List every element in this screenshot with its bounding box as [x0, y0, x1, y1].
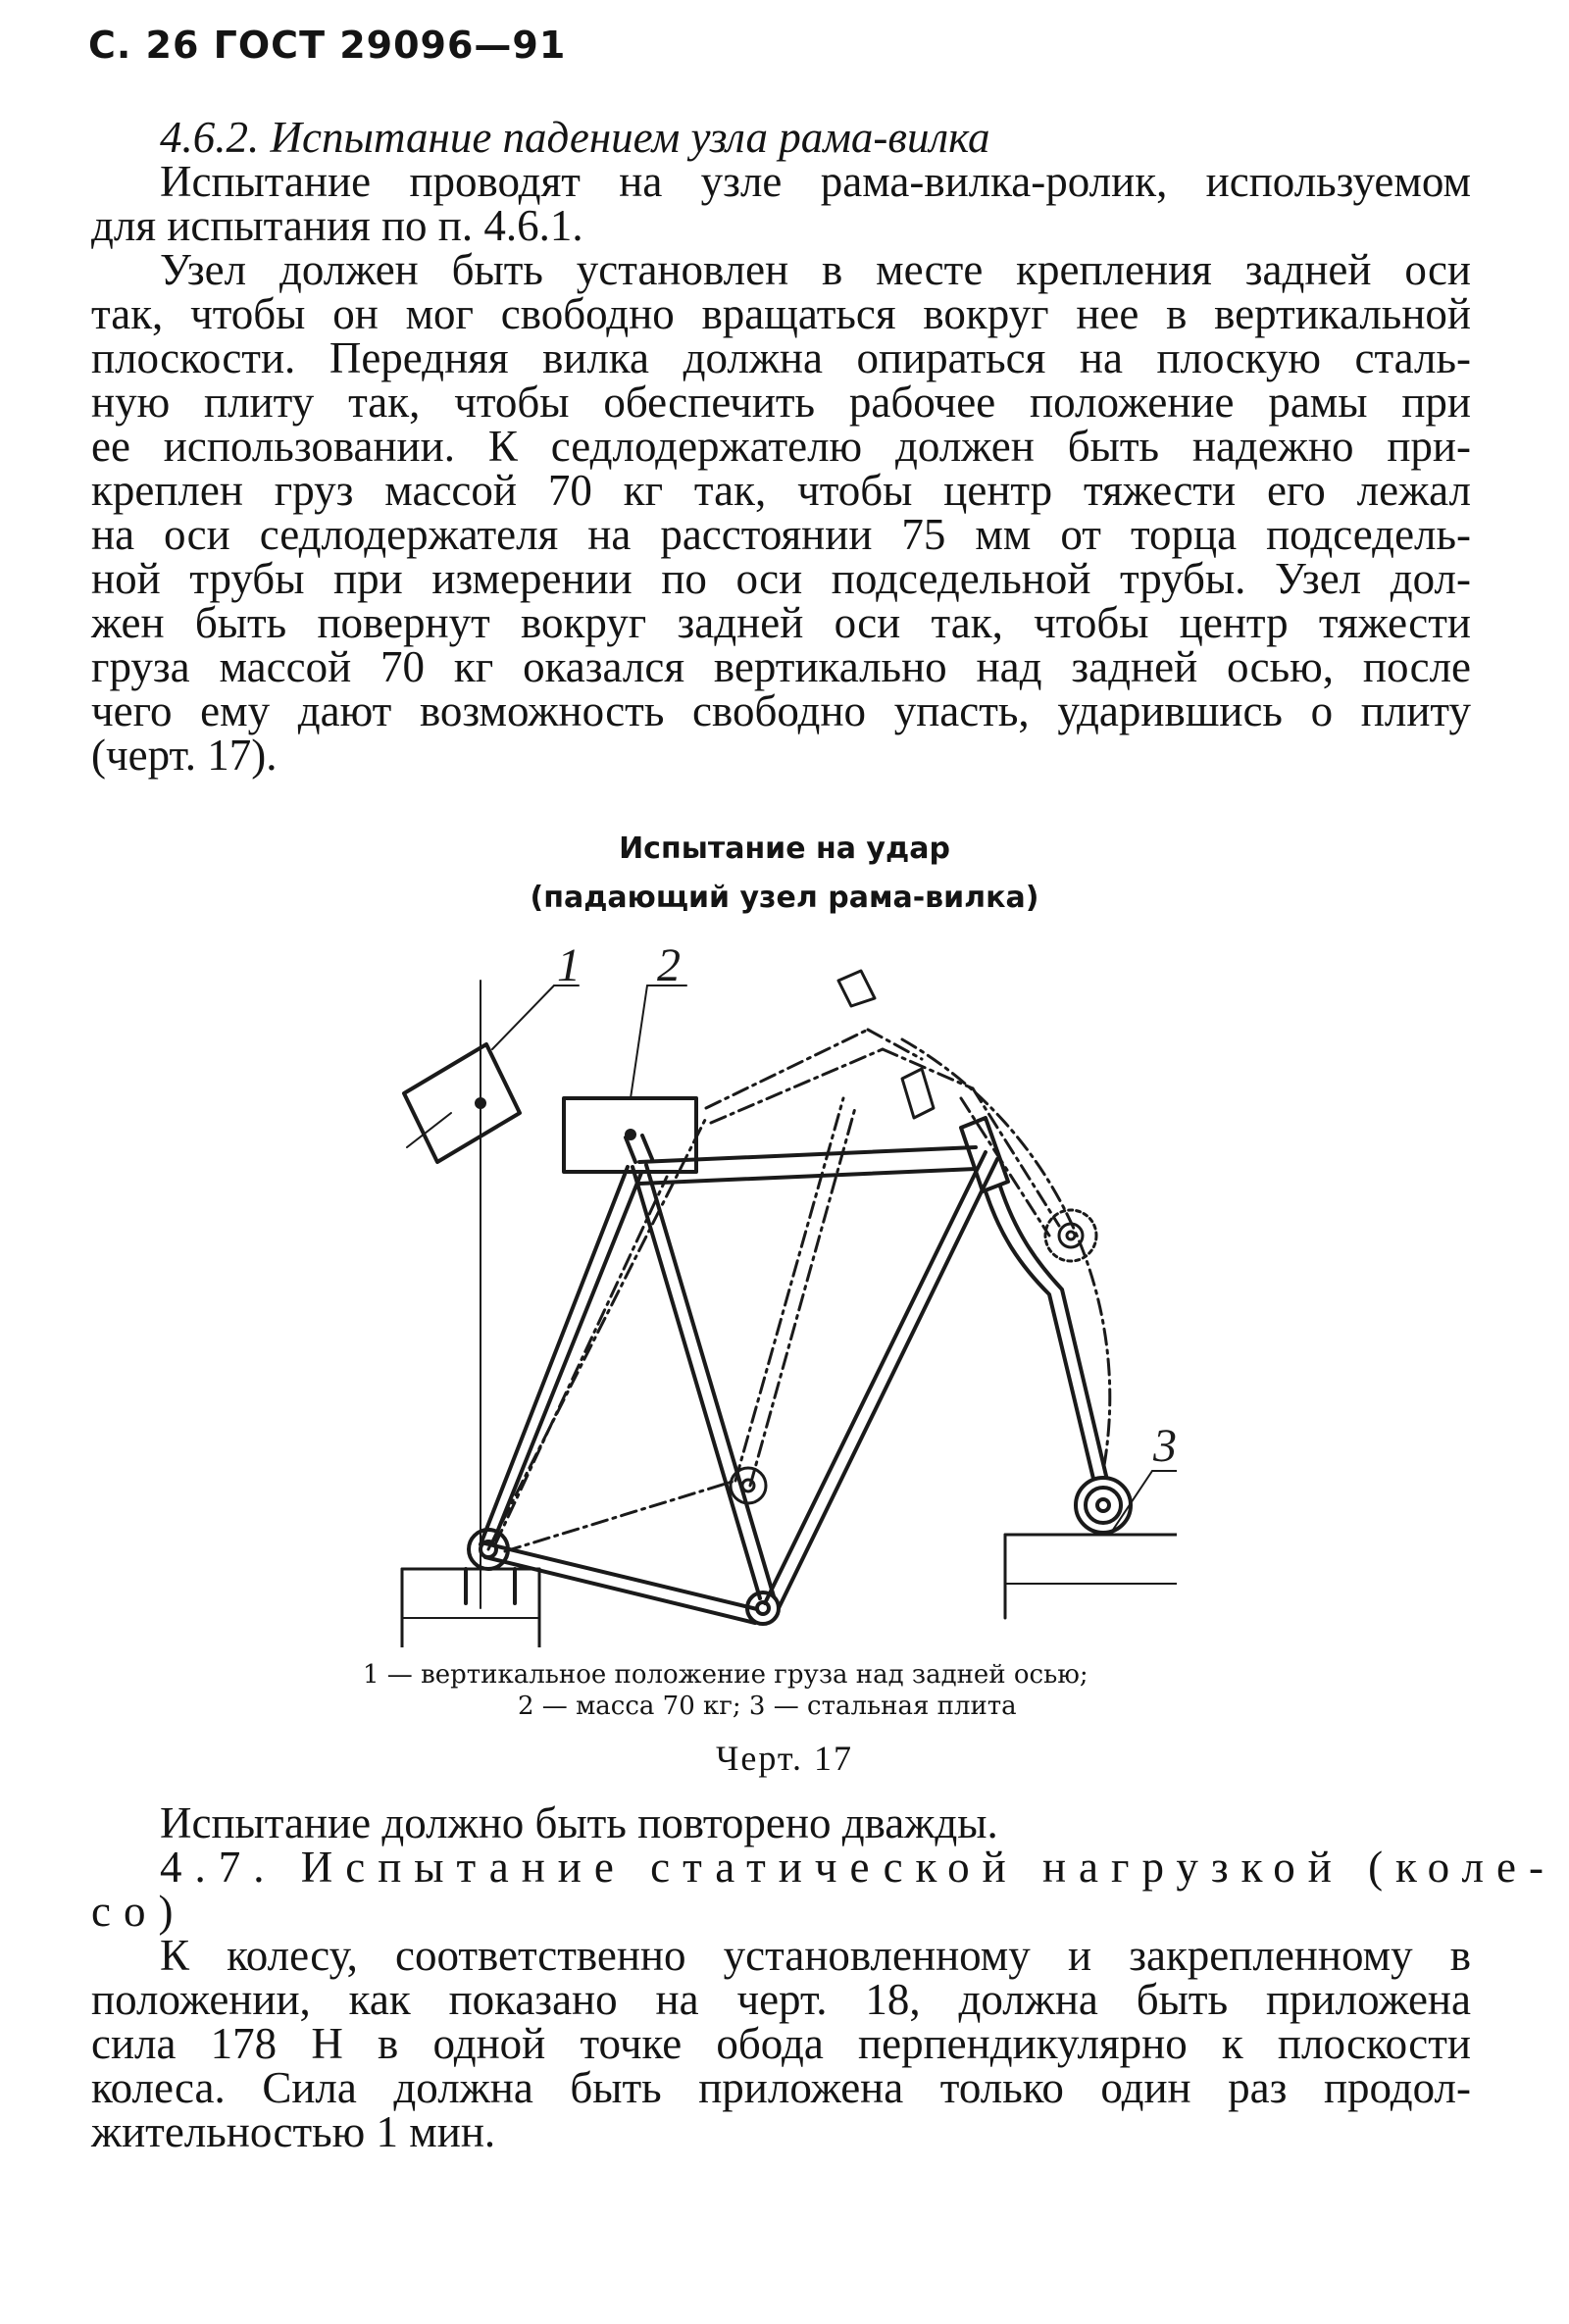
figure-legend-line2: 2 — масса 70 кг; 3 — стальная плита — [518, 1692, 1017, 1721]
paragraph-line: Испытание должно быть повторено дважды. — [160, 1798, 998, 1847]
paragraph-line: положении, как показано на черт. 18, должна быть приложена — [91, 1975, 1471, 2024]
paragraph-line: Испытание проводят на узле рама-вилка-ролик, используемом — [160, 157, 1471, 206]
section-47-title: 4.7. Испытание статической нагрузкой (коле- — [160, 1843, 1556, 1892]
figure-label-1: 1 — [557, 941, 581, 991]
steel-plate-right — [1005, 1535, 1177, 1618]
paragraph-line: ную плиту так, чтобы обеспечить рабочее положение рамы при — [91, 378, 1471, 427]
paragraph-line: К колесу, соответственно установленному и закрепленному в — [160, 1931, 1471, 1980]
figure-legend-line1: 1 — вертикальное положение груза над задней осью; — [363, 1660, 1088, 1690]
label-1-leader — [492, 985, 554, 1049]
weight-box-vertical-position — [404, 1044, 520, 1162]
paragraph-line: плоскости. Передняя вилка должна опираться на плоскую сталь- — [91, 333, 1471, 382]
label-2-leader — [631, 985, 647, 1098]
paragraph-line: жительностью 1 мин. — [91, 2107, 496, 2156]
paragraph-line: (черт. 17). — [91, 731, 278, 780]
bicycle-frame — [466, 1118, 1131, 1624]
paragraph-line: Узел должен быть установлен в месте крепления задней оси — [160, 245, 1471, 294]
paragraph-line: колеса. Сила должна быть приложена только один раз продол- — [91, 2063, 1471, 2112]
figure-caption-title: Испытание на удар — [619, 832, 950, 866]
section-47-title-cont: со) — [91, 1887, 186, 1936]
paragraph-line: чего ему дают возможность свободно упасть, ударившись о плиту — [91, 686, 1471, 735]
paragraph-line: для испытания по п. 4.6.1. — [91, 201, 583, 250]
page-header: С. 26 ГОСТ 29096—91 — [88, 24, 567, 67]
steel-plate-left — [402, 1569, 539, 1647]
paragraph-line: сила 178 Н в одной точке обода перпендикулярно к плоскости — [91, 2019, 1471, 2068]
paragraph-line: груза массой 70 кг оказался вертикально над задней осью, после — [91, 642, 1471, 691]
figure-number: Черт. 17 — [716, 1739, 853, 1778]
paragraph-line: ее использовании. К седлодержателю должен быть надежно при- — [91, 422, 1471, 471]
figure-label-3: 3 — [1153, 1420, 1177, 1472]
frame-initial-position — [488, 1030, 1110, 1551]
paragraph-line: так, чтобы он мог свободно вращаться вокруг нее в вертикальной — [91, 289, 1471, 338]
paragraph-line: ной трубы при измерении по оси подседельной трубы. Узел дол- — [91, 554, 1471, 603]
figure-label-2: 2 — [657, 941, 681, 991]
initial-position-parts — [731, 971, 1096, 1503]
paragraph-line: жен быть повернут вокруг задней оси так, чтобы центр тяжести — [91, 598, 1471, 647]
paragraph-line: на оси седлодержателя на расстоянии 75 мм от торца подседель- — [91, 510, 1471, 559]
paragraph-line: креплен груз массой 70 кг так, чтобы центр тяжести его лежал — [91, 466, 1471, 515]
section-462-title: 4.6.2. Испытание падением узла рама-вилка — [160, 113, 990, 162]
figure-caption-subtitle: (падающий узел рама-вилка) — [530, 881, 1039, 915]
bicycle-frame-drop-test-diagram — [373, 941, 1177, 1647]
